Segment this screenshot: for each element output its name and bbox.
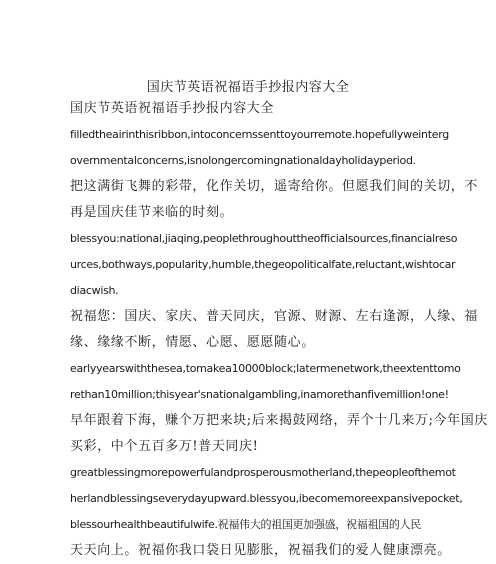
paragraph-english-3	[70, 356, 461, 408]
text-line: rethan10million;thisyear'snationalgambling,inamorethanfivemillion!one!	[70, 388, 449, 401]
text-line: 天天向上。祝福你我口袋日见膨胀，祝福我们的爱人健康漂亮。	[70, 543, 451, 558]
text-line: greatblessingmorepowerfulandprosperousmotherland,thepeopleofthemot	[70, 466, 456, 479]
text-line: earlyyearswiththesea,tomakea10000block;latermenetwork,theextenttomo	[70, 362, 461, 375]
text-line: filledtheairinthisribbon,intoconcernssenttoyourremote.hopefullyweinterg	[70, 128, 449, 141]
text-line: 国庆节英语祝福语手抄报内容大全	[70, 101, 275, 116]
paragraph-english-2	[70, 226, 458, 304]
text-line: diacwish.	[70, 284, 119, 297]
text-line: 把这满街飞舞的彩带，化作关切，遥寄给你。但愿我们间的关切，不	[70, 179, 479, 194]
paragraph-english-1	[70, 122, 449, 174]
paragraph-chinese-1	[70, 174, 479, 226]
text-line: blessourhealthbeautifulwife.祝福伟大的祖国更加强盛，祝福祖国的人民	[70, 518, 421, 531]
paragraph-mixed	[70, 512, 451, 564]
text-line: 缘、缘缘不断，情愿、心愿、愿愿随心。	[70, 335, 315, 350]
paragraph-chinese-3	[70, 408, 488, 460]
text-line: 祝福您：国庆、家庆、普天同庆，官源、财源、左右逢源，人缘、福	[70, 309, 479, 324]
paragraph-subtitle	[70, 96, 430, 122]
text-line: overnmentalconcerns,isnolongercomingnationaldayholidayperiod.	[70, 154, 416, 167]
paragraph-chinese-2	[70, 304, 479, 356]
text-line: herlandblessingseverydayupward.blessyou,ibecomemoreexpansivepocket,	[70, 492, 463, 505]
text-line: 早年跟着下海，赚个万把来块;后来揭鼓网络，弄个十几来万;今年国庆	[70, 413, 488, 428]
paragraph-english-4	[70, 460, 463, 512]
document-title: 国庆节英语祝福语手抄报内容大全	[146, 80, 350, 95]
text-line: 买彩，中个五百多万!普天同庆!	[70, 439, 259, 454]
text-line: blessyou:national,jiaqing,peoplethroughouttheofficialsources,financialreso	[70, 232, 458, 245]
text-line: 再是国庆佳节来临的时刻。	[70, 205, 234, 220]
text-line: urces,bothways,popularity,humble,thegeopoliticalfate,reluctant,wishtocar	[70, 258, 456, 271]
